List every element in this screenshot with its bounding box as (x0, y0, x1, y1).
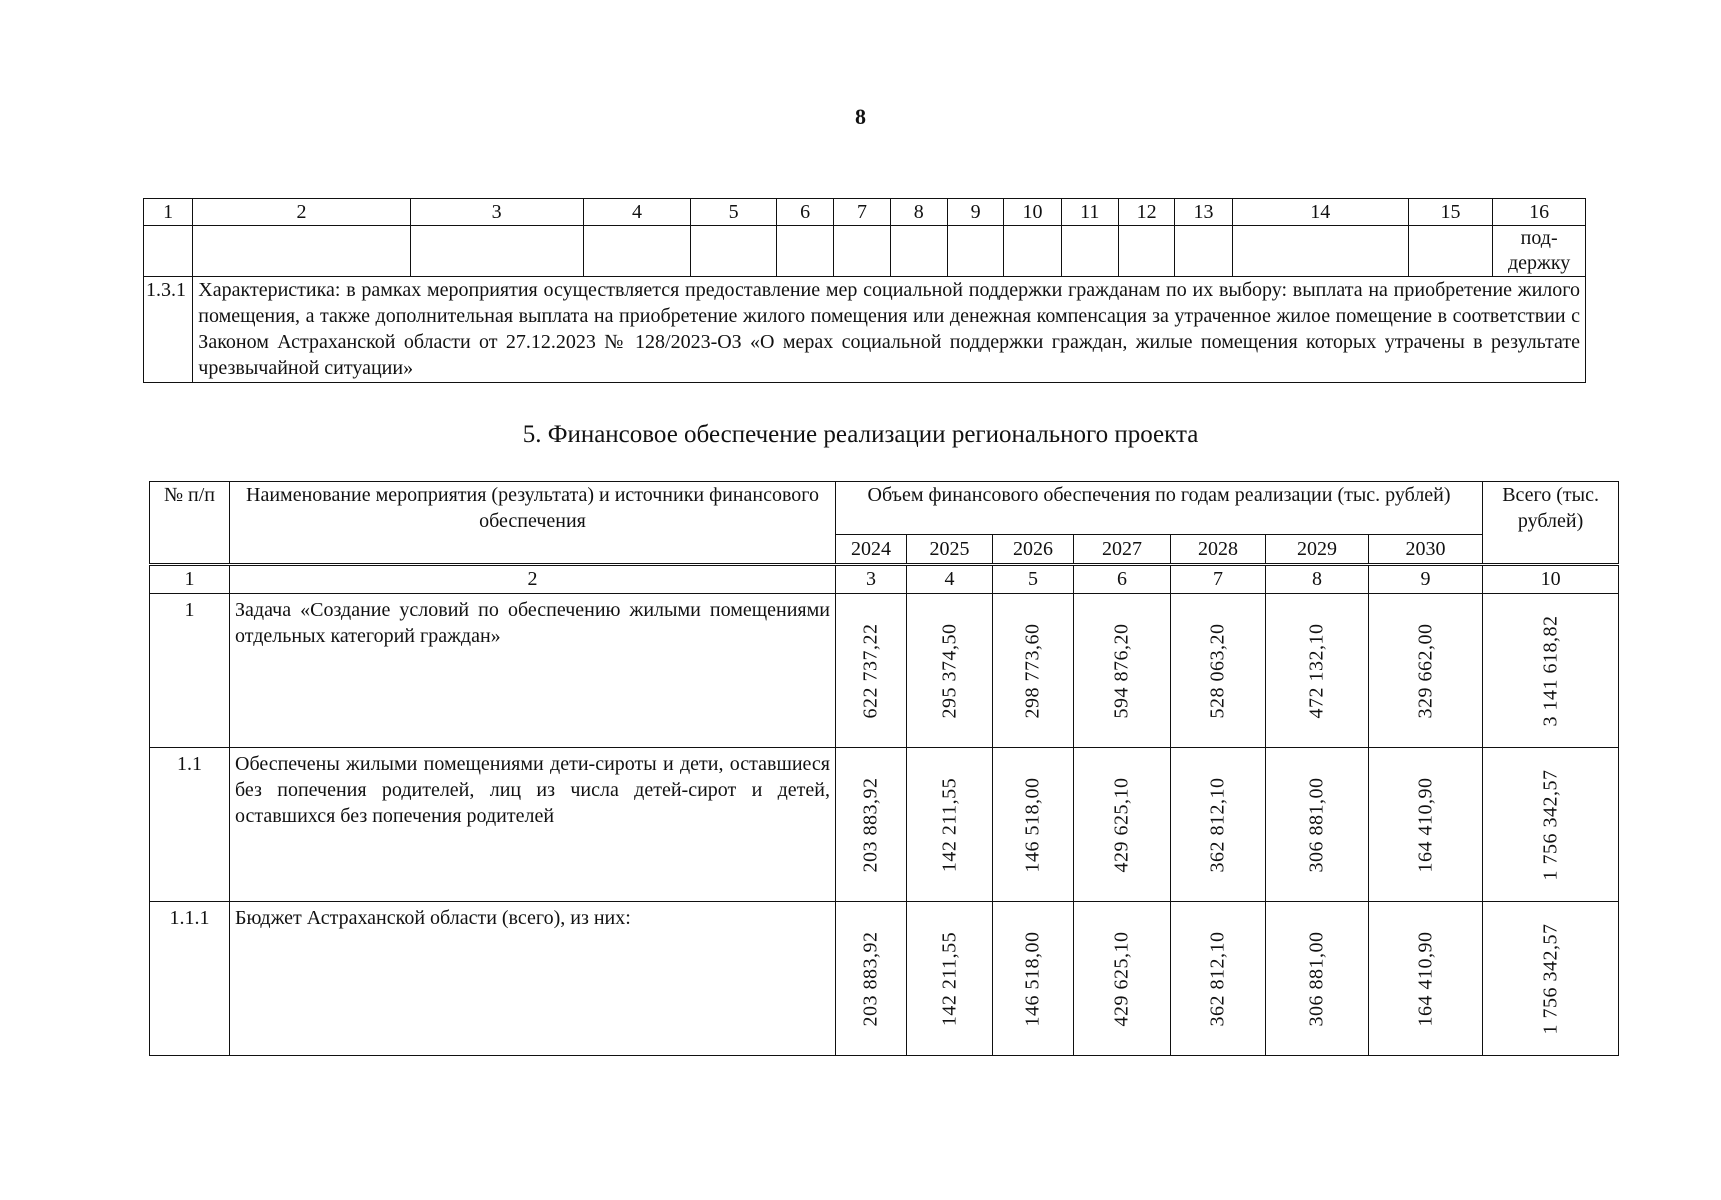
row-number: 1.1 (150, 748, 230, 902)
empty-cell (947, 226, 1003, 277)
column-number: 15 (1408, 199, 1493, 226)
empty-cell (1061, 226, 1118, 277)
empty-cell (776, 226, 833, 277)
year-value: 362 812,10 (1206, 931, 1229, 1026)
empty-cell (1232, 226, 1408, 277)
column-number: 9 (1369, 565, 1483, 594)
col-name-header: Наименование мероприятия (результата) и источники финансового обеспечения (230, 482, 836, 565)
column-number-row (150, 565, 1619, 594)
year-value: 429 625,10 (1110, 777, 1133, 872)
column-number: 2 (193, 199, 410, 226)
col-number-header: № п/п (150, 482, 230, 565)
total-value: 1 756 342,57 (1539, 923, 1562, 1034)
row-name: Бюджет Астраханской области (всего), из них: (230, 902, 836, 1056)
item-characteristic: Характеристика: в рамках мероприятия осуществляется предоставление мер социальной поддержки гражданам по их выбору: выплата на приобретение жилого помещения, а также дополнительная выплата на приобретение жилого помещения или денежная компенсация за утраченное жилое помещение в соответствии с Законом Астраханской области от 27.12.2023 № 128/2023-ОЗ «О мерах социальной поддержки граждан, жилые помещения которых утрачены в результате чрезвычайной ситуации» (193, 277, 1586, 383)
year-value: 146 518,00 (1021, 931, 1044, 1026)
year-value: 203 883,92 (859, 931, 882, 1026)
empty-cell (1175, 226, 1232, 277)
year-header: 2024 (836, 535, 907, 565)
year-header: 2030 (1369, 535, 1483, 565)
column-number: 8 (890, 199, 947, 226)
col-years-group-header: Объем финансового обеспечения по годам реализации (тыс. рублей) (836, 482, 1483, 535)
total-value: 1 756 342,57 (1539, 769, 1562, 880)
year-value: 142 211,55 (938, 931, 960, 1026)
column-number: 10 (1004, 199, 1061, 226)
column-number: 12 (1118, 199, 1174, 226)
year-header: 2027 (1074, 535, 1171, 565)
year-value: 298 773,60 (1021, 623, 1044, 718)
page-number: 8 (855, 104, 866, 129)
row-number: 1.1.1 (150, 902, 230, 1056)
column-number: 5 (993, 565, 1074, 594)
column-number: 1 (144, 199, 193, 226)
year-header: 2025 (907, 535, 993, 565)
column-number: 13 (1175, 199, 1232, 226)
year-header: 2029 (1266, 535, 1369, 565)
year-value: 429 625,10 (1110, 931, 1133, 1026)
year-value: 528 063,20 (1206, 623, 1229, 718)
column-number: 1 (150, 565, 230, 594)
column-number: 4 (907, 565, 993, 594)
column-number: 11 (1061, 199, 1118, 226)
column-number: 14 (1232, 199, 1408, 226)
year-value: 203 883,92 (859, 777, 882, 872)
column-number: 3 (410, 199, 583, 226)
year-value: 164 410,90 (1414, 931, 1437, 1026)
financing-table (149, 481, 1619, 1056)
column-number: 7 (1171, 565, 1266, 594)
column-number: 6 (1074, 565, 1171, 594)
empty-cell (691, 226, 777, 277)
column-number: 16 (1493, 199, 1586, 226)
year-value: 295 374,50 (938, 623, 960, 718)
continued-text-cell: под-держку (1493, 226, 1586, 277)
row-name: Задача «Создание условий по обеспечению жилыми помещениями отдельных категорий граждан» (230, 594, 836, 748)
empty-cell (834, 226, 890, 277)
column-number: 5 (691, 199, 777, 226)
column-number: 4 (583, 199, 691, 226)
column-number: 10 (1483, 565, 1619, 594)
empty-cell (1004, 226, 1061, 277)
year-value: 472 132,10 (1305, 623, 1328, 718)
row-number: 1 (150, 594, 230, 748)
empty-cell (193, 226, 410, 277)
events-table-continuation (143, 198, 1586, 383)
year-value: 146 518,00 (1021, 777, 1044, 872)
year-header: 2028 (1171, 535, 1266, 565)
table-row (144, 277, 1586, 383)
empty-cell (1118, 226, 1174, 277)
column-number: 3 (836, 565, 907, 594)
col-total-header: Всего (тыс. рублей) (1483, 482, 1619, 565)
year-value: 329 662,00 (1414, 623, 1437, 718)
column-number-row (144, 199, 1586, 226)
year-value: 362 812,10 (1206, 777, 1229, 872)
year-header: 2026 (993, 535, 1074, 565)
year-value: 306 881,00 (1305, 777, 1328, 872)
item-number: 1.3.1 (144, 277, 193, 383)
table-row (150, 748, 1619, 902)
year-value: 164 410,90 (1414, 777, 1437, 872)
empty-cell (890, 226, 947, 277)
empty-cell (1408, 226, 1493, 277)
year-value: 594 876,20 (1110, 623, 1133, 718)
empty-cell (144, 226, 193, 277)
total-value: 3 141 618,82 (1539, 615, 1562, 726)
year-value: 142 211,55 (938, 777, 960, 872)
column-number: 9 (947, 199, 1003, 226)
table-row (144, 226, 1586, 277)
year-value: 622 737,22 (859, 623, 882, 718)
row-name: Обеспечены жилыми помещениями дети-сироты и дети, оставшиеся без попечения родителей, лиц из числа детей-сирот и детей, оставшихся без попечения родителей (230, 748, 836, 902)
column-number: 7 (834, 199, 890, 226)
table-row (150, 902, 1619, 1056)
empty-cell (410, 226, 583, 277)
year-value: 306 881,00 (1305, 931, 1328, 1026)
column-number: 6 (776, 199, 833, 226)
header-row (150, 482, 1619, 535)
empty-cell (583, 226, 691, 277)
section-heading: 5. Финансовое обеспечение реализации регионального проекта (522, 421, 1199, 448)
column-number: 8 (1266, 565, 1369, 594)
table-row (150, 594, 1619, 748)
column-number: 2 (230, 565, 836, 594)
